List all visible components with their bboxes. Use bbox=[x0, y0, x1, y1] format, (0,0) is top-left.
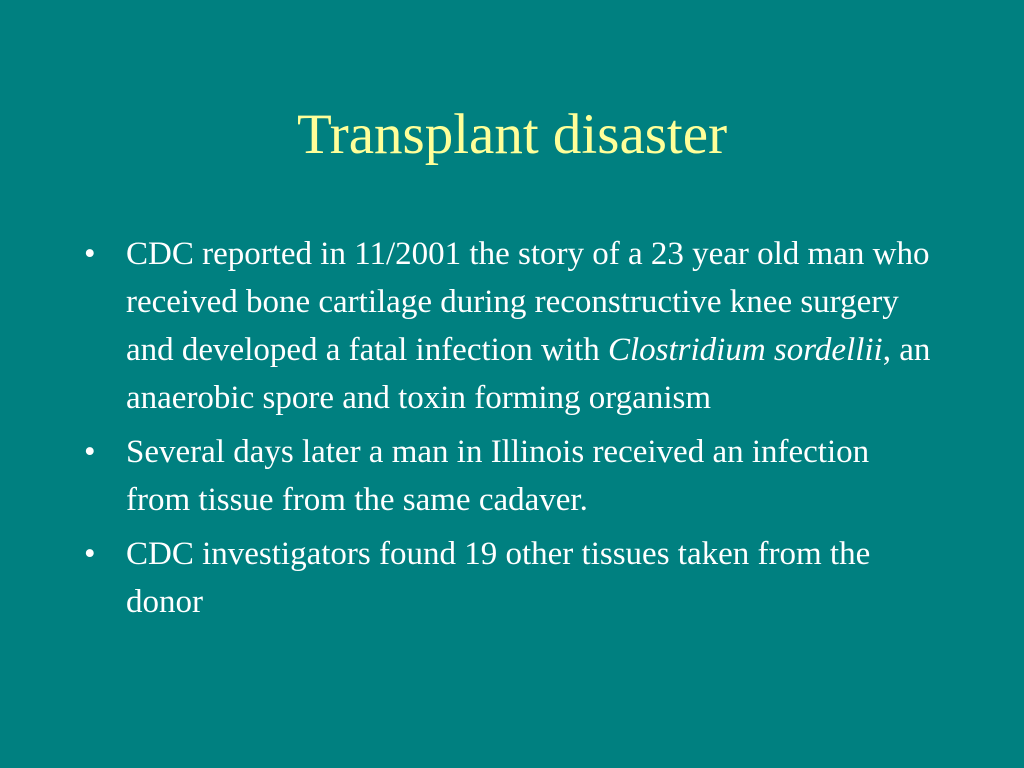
bullet-item-1 bbox=[84, 230, 934, 422]
bullet-item-3 bbox=[84, 530, 934, 626]
bullet-icon: • bbox=[84, 434, 96, 470]
slide-title: Transplant disaster bbox=[296, 103, 728, 166]
bullet-icon: • bbox=[84, 536, 96, 572]
bullet-list bbox=[84, 230, 934, 632]
organism-name: Clostridium sordellii bbox=[607, 332, 883, 368]
bullet-text-before: CDC reported in 11/2001 the story of a 23 year old man who received bone cartilage during reconstructive knee surgery and developed a fatal infection with bbox=[126, 236, 930, 368]
bullet-text: Several days later a man in Illinois received an infection from tissue from the same cadaver. bbox=[126, 434, 870, 518]
bullet-text-after: , an anaerobic spore and toxin forming organism bbox=[126, 332, 931, 416]
bullet-item-2 bbox=[84, 428, 934, 524]
bullet-icon: • bbox=[84, 236, 96, 272]
bullet-text: CDC investigators found 19 other tissues taken from the donor bbox=[126, 536, 871, 620]
